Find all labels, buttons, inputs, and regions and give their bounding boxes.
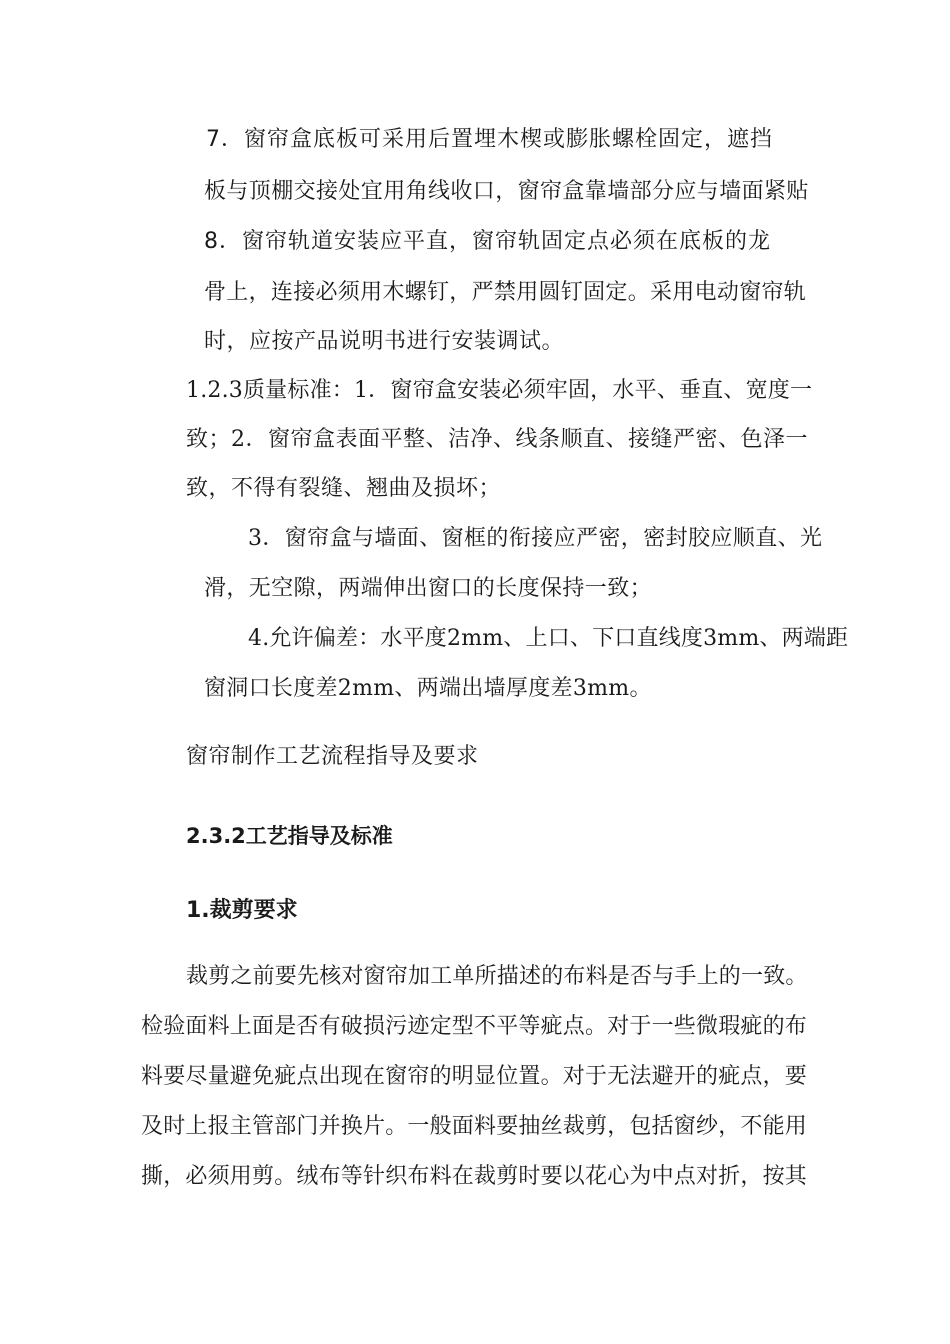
paragraph-line: 8．窗帘轨道安装应平直，窗帘轨固定点必须在底板的龙 <box>204 229 771 254</box>
section-heading: 2.3.2工艺指导及标准 <box>186 824 393 848</box>
paragraph-line: 致，不得有裂缝、翘曲及损坏； <box>186 476 502 501</box>
paragraph-line: 3．窗帘盒与墙面、窗框的衔接应严密，密封胶应顺直、光 <box>248 526 823 551</box>
subsection-heading-text: 1.裁剪要求 <box>186 898 298 923</box>
paragraph-line: 4.允许偏差：水平度2mm、上口、下口直线度3mm、两端距 <box>248 626 849 651</box>
paragraph-line: 料要尽量避免疵点出现在窗帘的明显位置。对于无法避开的疵点，要 <box>141 1064 808 1089</box>
paragraph-line: 滑，无空隙，两端伸出窗口的长度保持一致； <box>204 576 653 601</box>
paragraph-line: 裁剪之前要先核对窗帘加工单所描述的布料是否与手上的一致。 <box>186 964 808 989</box>
paragraph-line: 时，应按产品说明书进行安装调试。 <box>204 329 565 354</box>
paragraph-line: 撕，必须用剪。绒布等针织布料在裁剪时要以花心为中点对折，按其 <box>141 1164 808 1189</box>
paragraph-line: 窗洞口长度差2mm、两端出墙厚度差3mm。 <box>204 676 652 701</box>
subsection-heading <box>186 896 298 926</box>
paragraph-line: 骨上，连接必须用木螺钉，严禁用圆钉固定。采用电动窗帘轨 <box>204 280 807 305</box>
paragraph-line: 检验面料上面是否有破损污迹定型不平等疵点。对于一些微瑕疵的布 <box>141 1014 808 1039</box>
paragraph-line: 1.2.3质量标准：1．窗帘盒安装必须牢固，水平、垂直、宽度一 <box>186 378 813 403</box>
section-title: 窗帘制作工艺流程指导及要求 <box>186 744 479 769</box>
paragraph-line: 致；2．窗帘盒表面平整、洁净、线条顺直、接缝严密、色泽一 <box>186 427 808 452</box>
paragraph-line: 及时上报主管部门并换片。一般面料要抽丝裁剪，包括窗纱，不能用 <box>141 1114 808 1139</box>
paragraph-line: 板与顶棚交接处宜用角线收口，窗帘盒靠墙部分应与墙面紧贴 <box>204 179 809 204</box>
paragraph-line: 7．窗帘盒底板可采用后置埋木楔或膨胀螺栓固定，遮挡 <box>206 127 773 152</box>
